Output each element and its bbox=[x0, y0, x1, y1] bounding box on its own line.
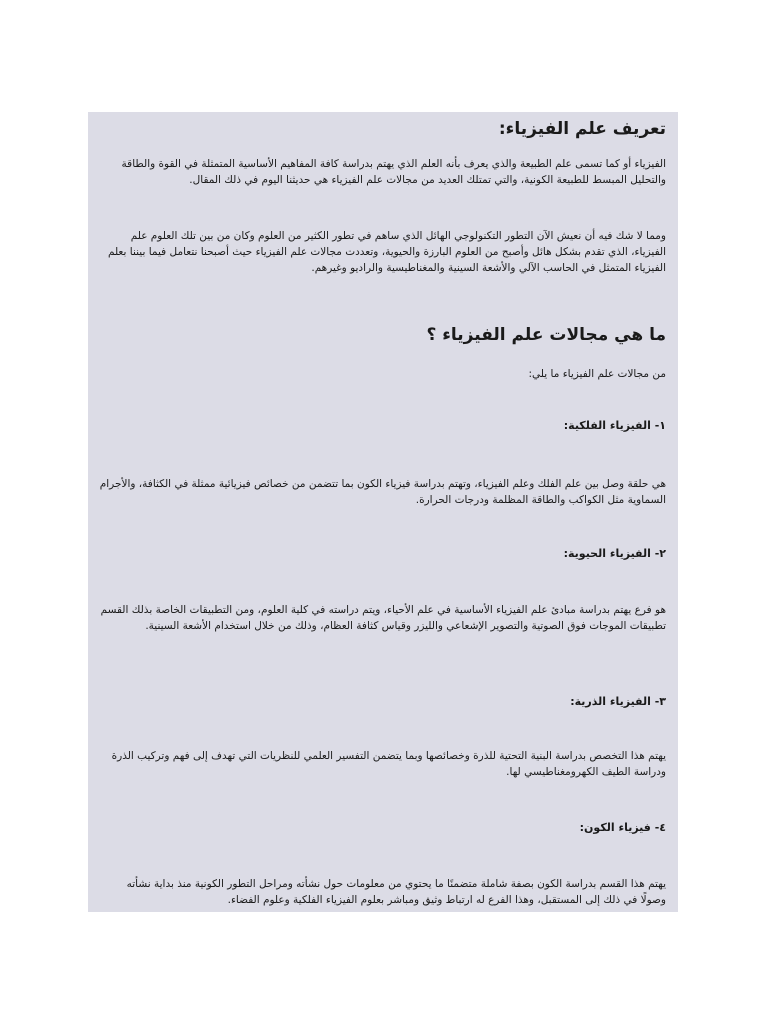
section-text-astrophysics: هي حلقة وصل بين علم الفلك وعلم الفيزياء، وتهتم بدراسة فيزياء الكون بما تتضمن من خصائص فيزيائية ممثلة في الكثافة، والأجرام السماوية مثل الكواكب والطاقة المظلمة ودرجات الحرارة. bbox=[99, 478, 666, 506]
paragraph-technology: ومما لا شك فيه أن نعيش الآن التطور التكنولوجي الهائل الذي ساهم في تطور الكثير من العلوم وكان من بين تلك العلوم علم الفيزياء، الذي تقدم بشكل هائل وأصبح من العلوم البارزة والحيوية، وتعددت مجالات علم الفيزياء حيث أصبحنا نتعامل فيما بيننا بعلم الفيزياء المتمثل في الحاسب الآلي والأشعة السينية والمغناطيسية والراديو وغيرهم. bbox=[107, 230, 666, 274]
fields-intro: من مجالات علم الفيزياء ما يلي: bbox=[528, 368, 666, 380]
document-page bbox=[88, 112, 678, 912]
section-title-atomic: ٣- الفيزياء الذرية: bbox=[570, 695, 666, 708]
section-title-cosmology: ٤- فيزياء الكون: bbox=[579, 821, 666, 834]
paragraph-definition: الفيزياء أو كما تسمى علم الطبيعة والذي يعرف بأنه العلم الذي يهتم بدراسة كافة المفاهيم الأساسية المتمثلة في القوة والطاقة والتحليل المبسط للطبيعة الكونية، والتي تمتلك العديد من مجالات علم الفيزياء هي حديثنا اليوم في ذلك المقال. bbox=[121, 158, 666, 186]
section-text-biophysics: هو فرع يهتم بدراسة مبادئ علم الفيزياء الأساسية في علم الأحياء، ويتم دراسته في كلية العلوم، ومن التطبيقات الخاصة بذلك القسم تطبيقات الموجات فوق الصوتية والتصوير الإشعاعي والليزر وقياس كثافة العظام، وذلك من خلال استخدام الأشعة السينية. bbox=[100, 604, 666, 632]
heading-fields: ما هي مجالات علم الفيزياء ؟ bbox=[426, 325, 666, 345]
section-text-cosmology: يهتم هذا القسم بدراسة الكون بصفة شاملة متضمنًا ما يحتوي من معلومات حول نشأته ومراحل التطور الكونية منذ بداية نشأته وصولًا في ذلك إلى المستقبل، وهذا الفرع له ارتباط وثيق ومباشر بعلوم الفيزياء الفلكية وعلوم الفضاء. bbox=[126, 878, 666, 906]
section-title-biophysics: ٢- الفيزياء الحيوية: bbox=[563, 547, 666, 560]
section-text-atomic: يهتم هذا التخصص بدراسة البنية التحتية للذرة وخصائصها وبما يتضمن التفسير العلمي للنظريات التي تهدف إلى فهم وتركيب الذرة ودراسة الطيف الكهرومغناطيسي لها. bbox=[111, 750, 666, 778]
section-title-astrophysics: ١- الفيزياء الفلكية: bbox=[563, 419, 666, 432]
heading-definition: تعريف علم الفيزياء: bbox=[498, 119, 666, 139]
